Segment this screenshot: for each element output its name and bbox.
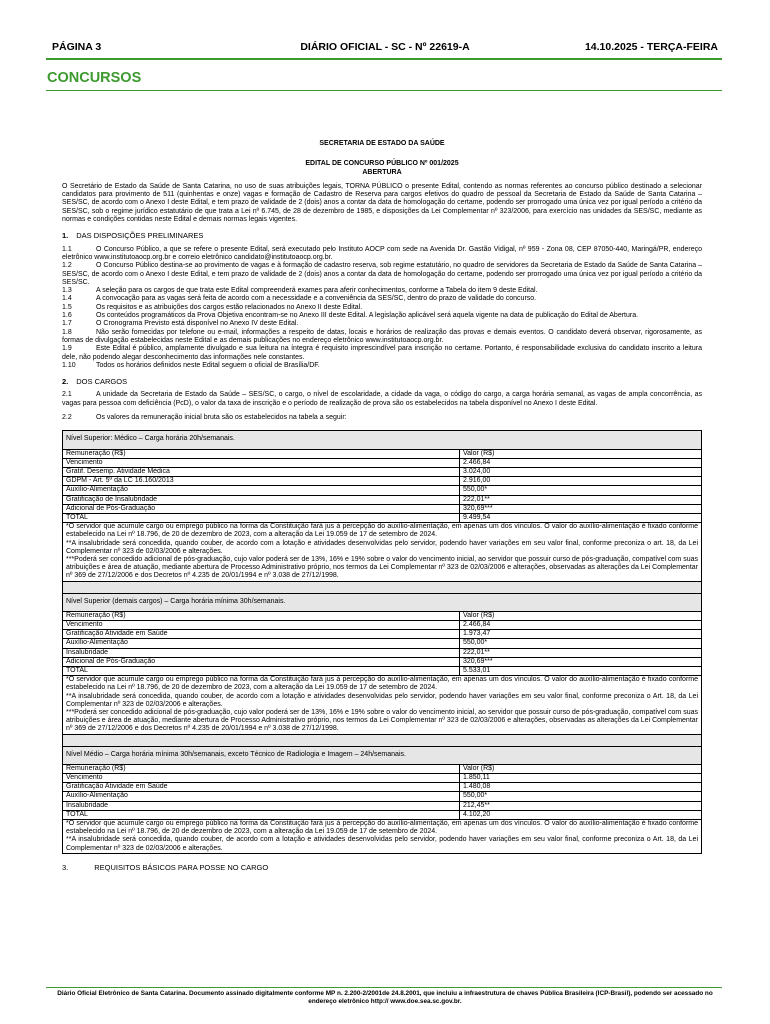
row-label: Gratificação de Insalubridade — [63, 495, 460, 504]
clause-number: 2.1 — [62, 391, 72, 399]
section-2-heading — [62, 378, 702, 386]
section-3-title: REQUISITOS BÁSICOS PARA POSSE NO CARGO — [94, 862, 269, 872]
row-label: Adicional de Pós-Graduação — [63, 504, 460, 513]
table-note: **A insalubridade será concedida, quando couber, de acordo com a lotação e atividades desenvolvidas pelo servidor, podendo haver variações em seu valor final, conforme preconiza o Art. 18, da Lei Complementar nº 323 de 02/03/2006 e alterações. — [66, 836, 698, 852]
row-value: 320,69*** — [460, 504, 702, 513]
table-row — [63, 504, 702, 513]
clause-text: O Concurso Público, a que se refere o presente Edital, será executado pelo Instituto AOCP com sede na Avenida Dr. Gastão Vidigal, nº 959 - Zona 08, CEP 87050-440, Maringá/PR, endereço eletrônico www.institutoaocp.org.br e correio eletrônico candidato@institutoaocp.org.br. — [62, 245, 702, 261]
table-note: *O servidor que acumule cargo ou emprego público na forma da Constituição fará jus à percepção do auxílio-alimentação, em apenas um dos vínculos. O valor do auxílio-alimentação é fixado conforme estabelecido na Lei nº 18.796, de 20 de dezembro de 2023, com a alteração da Lei 19.059 de 17 de setembro de 2024. — [66, 820, 698, 836]
section-title: CONCURSOS — [47, 70, 142, 86]
row-label: TOTAL — [63, 810, 460, 819]
clause-number: 2.2 — [62, 414, 72, 422]
row-value: 1.850,11 — [460, 774, 702, 783]
column-header-remuneration: Remuneração (R$) — [63, 611, 460, 620]
clause-number: 1.5 — [62, 303, 72, 311]
clause-item — [62, 345, 702, 362]
table-notes — [63, 676, 702, 734]
page-number: PÁGINA 3 — [52, 41, 102, 53]
table-note: **A insalubridade será concedida, quando couber, de acordo com a lotação e atividades desenvolvidas pelo servidor, podendo haver variações em seu valor final, conforme preconiza o art. 18, da Lei Complementar nº 323 de 02/03/2006 e alterações. — [66, 539, 698, 555]
row-value: 2.916,00 — [460, 477, 702, 486]
row-label: Vencimento — [63, 774, 460, 783]
remuneration-tables — [62, 430, 702, 854]
clause-item — [62, 295, 702, 303]
row-label: TOTAL — [63, 513, 460, 522]
clause-item — [62, 287, 702, 295]
clause-text: Os valores da remuneração inicial bruta são os estabelecidos na tabela a seguir: — [96, 414, 347, 422]
table-title-row — [63, 746, 702, 764]
clause-number: 1.3 — [62, 287, 72, 295]
row-value: 9.499,54 — [460, 513, 702, 522]
table-row — [63, 477, 702, 486]
clause-number: 1.2 — [62, 262, 72, 270]
table-row — [63, 801, 702, 810]
table-note: *O servidor que acumule cargo ou emprego público na forma da Constituição fará jus à percepção do auxílio-alimentação, em apenas um dos vínculos. O valor do auxílio-alimentação é fixado conforme estabelecido na Lei nº 18.796, de 20 de dezembro de 2023, com a alteração da Lei 19.059 de 17 de setembro de 2024. — [66, 523, 698, 539]
row-label: Gratificação Atividade em Saúde — [63, 630, 460, 639]
row-value: 4.102,20 — [460, 810, 702, 819]
edital-org: SECRETARIA DE ESTADO DA SAÚDE — [319, 140, 445, 147]
table-notes-row — [63, 676, 702, 734]
table-row — [63, 810, 702, 819]
publication-date: 14.10.2025 - TERÇA-FEIRA — [584, 41, 718, 53]
clause-item — [62, 304, 702, 312]
table-row — [63, 792, 702, 801]
clause-item — [62, 329, 702, 346]
clause-number: 1.1 — [62, 245, 72, 253]
section-2-items — [62, 391, 702, 422]
header-divider — [46, 58, 722, 60]
table-note: ***Poderá ser concedido adicional de pós-graduação, cujo valor poderá ser de 13%, 16% e 19% sobre o valor do vencimento inicial, ao servidor que possuir curso de pós-graduação, compatível com suas atribuições e área de atuação, mediante abertura de Processo Administrativo próprio, nos termos da Lei Complementar nº 323 de 02/03/2006 e alterações, observadas as alterações da Lei Complementar nº 369 de 27/12/2006 e dos Decretos nº 4.235 de 20/01/1994 e nº 3.038 de 27/12/1998. — [66, 709, 698, 733]
table-header-row — [63, 764, 702, 773]
table-row — [63, 666, 702, 675]
table-row — [63, 620, 702, 629]
row-label: Insalubridade — [63, 801, 460, 810]
table-note: ***Poderá ser concedido adicional de pós-graduação, cujo valor poderá ser de 13%, 16% e 19% sobre o valor do vencimento inicial, ao servidor que possuir curso de pós-graduação, compatível com suas atribuições e área de atuação, mediante abertura de Processo Administrativo próprio, nos termos da Lei Complementar nº 323 de 02/03/2006 e alterações, observadas as alterações da Lei Complementar nº 369 de 27/12/2006 e dos Decretos nº 4.235 de 20/01/1994 e nº 3.038 de 27/12/1998. — [66, 555, 698, 580]
document-body — [62, 140, 702, 877]
column-header-value: Valor (R$) — [460, 764, 702, 773]
column-header-remuneration: Remuneração (R$) — [63, 764, 460, 773]
table-notes-row — [63, 523, 702, 581]
table-row — [63, 783, 702, 792]
table-title: Nível Médio – Carga horária mínima 30h/semanais, exceto Técnico de Radiologia e Imagem – 24h/semanais. — [63, 746, 702, 764]
table-title-row — [63, 431, 702, 449]
table-row — [63, 639, 702, 648]
clause-number: 1.6 — [62, 312, 72, 320]
table-notes — [63, 820, 702, 854]
row-value: 222,01** — [460, 648, 702, 657]
clause-number: 1.4 — [62, 295, 72, 303]
row-label: Auxílio-Alimentação — [63, 639, 460, 648]
clause-text: Os requisitos e as atribuições dos cargos estão relacionados no Anexo II deste Edital. — [96, 303, 363, 311]
journal-title: DIÁRIO OFICIAL - SC - Nº 22619-A — [300, 41, 470, 53]
table-row — [63, 458, 702, 467]
row-value: 3.024,00 — [460, 467, 702, 476]
table-title: Nível Superior: Médico – Carga horária 20h/semanais. — [63, 431, 702, 449]
clause-item — [62, 391, 702, 408]
table-header-row — [63, 611, 702, 620]
table-row — [63, 630, 702, 639]
clause-text: A convocação para as vagas será feita de acordo com a necessidade e a conveniência da SES/SC, dentro do prazo de validade do concurso. — [96, 295, 537, 303]
row-value: 550,00* — [460, 639, 702, 648]
clause-text: Não serão fornecidas por telefone ou e-mail, informações a respeito de datas, locais e horários de realização das provas e demais eventos. O candidato deverá observar, rigorosamente, as formas de divulgação estabelecidas neste Edital e as demais publicações no endereço eletrônico www.institutoaocp.org.br. — [62, 328, 702, 344]
clause-number: 1.7 — [62, 320, 72, 328]
footer-divider — [46, 987, 722, 988]
table-row — [63, 774, 702, 783]
row-value: 320,69*** — [460, 657, 702, 666]
table-row — [63, 495, 702, 504]
clause-item — [62, 362, 702, 370]
clause-text: O Concurso Público destina-se ao provimento de vagas e à formação de cadastro reserva, sob regime estatutário, no quadro de servidores da Secretaria de Estado da Saúde de Santa Catarina – SES/SC, de acordo com o Anexo I deste Edital, e tem prazo de validade de 2 (dois) anos a contar da data de homologação do certame, podendo ser prorrogado uma única vez por igual período a critério da SES/SC. — [62, 262, 702, 286]
edital-subtitle: ABERTURA — [362, 168, 402, 176]
table-row — [63, 513, 702, 522]
table-note: *O servidor que acumule cargo ou emprego público na forma da Constituição fará jus à percepção do auxílio-alimentação, em apenas um dos vínculos. O valor do auxílio-alimentação é fixado conforme estabelecido na Lei nº 18.796, de 20 de dezembro de 2023, com a alteração da Lei 19.059 de 17 de setembro de 2024. — [66, 676, 698, 692]
section-3-heading — [62, 864, 702, 872]
row-label: TOTAL — [63, 666, 460, 675]
row-label: Gratificação Atividade em Saúde — [63, 783, 460, 792]
row-label: Auxílio-Alimentação — [63, 486, 460, 495]
row-label: Vencimento — [63, 620, 460, 629]
table-spacer — [63, 581, 702, 593]
clause-text: Este Edital é público, amplamente divulgado e sua leitura na íntegra é requisito imprescindível para inscrição no certame. Portanto, é responsabilidade exclusiva do candidato inscrito a leitura dele, não podendo alegar desconhecimento das informações nele constantes. — [62, 345, 702, 361]
clause-number: 1.9 — [62, 345, 72, 353]
row-value: 550,00* — [460, 486, 702, 495]
edital-title: EDITAL DE CONCURSO PÚBLICO Nº 001/2025 — [305, 160, 459, 168]
column-header-value: Valor (R$) — [460, 611, 702, 620]
table-row — [63, 467, 702, 476]
section-3-number: 3. — [62, 862, 69, 872]
row-value: 5.533,01 — [460, 666, 702, 675]
row-value: 1.973,47 — [460, 630, 702, 639]
row-value: 212,45** — [460, 801, 702, 810]
clause-number: 1.10 — [62, 361, 76, 369]
clause-item — [62, 312, 702, 320]
table-title: Nível Superior (demais cargos) – Carga horária mínima 30h/semanais. — [63, 593, 702, 611]
clause-item — [62, 320, 702, 328]
row-label: Vencimento — [63, 458, 460, 467]
row-value: 2.466,84 — [460, 620, 702, 629]
clause-text: Os conteúdos programáticos da Prova Objetiva encontram-se no Anexo III deste Edital. A legislação aplicável será aquela vigente na data de publicação do Edital de Abertura. — [96, 312, 639, 320]
clause-text: O Cronograma Previsto está disponível no Anexo IV deste Edital. — [96, 320, 299, 328]
column-header-remuneration: Remuneração (R$) — [63, 449, 460, 458]
table-notes-row — [63, 820, 702, 854]
clause-number: 1.8 — [62, 328, 72, 336]
clause-text: A seleção para os cargos de que trata este Edital compreenderá exames para aferir conhecimentos, conforme a Tabela do item 9 deste Edital. — [96, 287, 538, 295]
section-1-title: DAS DISPOSIÇÕES PRELIMINARES — [76, 231, 204, 241]
remuneration-table-wrap — [62, 430, 702, 854]
remuneration-table — [62, 430, 702, 854]
section-2-number: 2. — [62, 377, 69, 387]
row-label: Gratif. Desemp. Atividade Médica — [63, 467, 460, 476]
section-1-items — [62, 246, 702, 370]
clause-item — [62, 246, 702, 263]
row-value: 1.480,08 — [460, 783, 702, 792]
row-value: 222,01** — [460, 495, 702, 504]
column-header-value: Valor (R$) — [460, 449, 702, 458]
clause-text: Todos os horários definidos neste Edital seguem o oficial de Brasília/DF. — [96, 361, 320, 369]
row-label: Adicional de Pós-Graduação — [63, 657, 460, 666]
table-note: **A insalubridade será concedida, quando couber, de acordo com a lotação e atividades desenvolvidas pelo servidor, podendo haver variações em seu valor final, conforme preconiza o Art. 18, da Lei Complementar nº 323 de 02/03/2006 e alterações. — [66, 692, 698, 708]
footer-text: Diário Oficial Eletrônico de Santa Catarina. Documento assinado digitalmente conforme MP n. 2.200-2/2001de 24.8.2001, que incluiu a infraestrutura de chaves Pública Brasileira (ICP-Brasil), podendo ser acessado no endereço eletrônico http:// www.doe.sea.sc.gov.br. — [57, 990, 713, 1005]
table-title-row — [63, 593, 702, 611]
row-label: GDPM - Art. 5º da LC 16.160/2013 — [63, 477, 460, 486]
section-2-title: DOS CARGOS — [76, 377, 128, 387]
row-value: 550,00* — [460, 792, 702, 801]
table-row — [63, 657, 702, 666]
table-row — [63, 648, 702, 657]
edital-intro: O Secretário de Estado da Saúde de Santa Catarina, no uso de suas atribuições legais, TORNA PÚBLICO o presente Edital, contendo as normas referentes ao concurso público destinado a selecionar candidatos para provimento de 511 (quinhentas e onze) vagas e formação de Cadastro de Reserva para cargos efetivos do quadro de pessoal da Secretaria de Estado da Saúde de Santa Catarina – SES/SC, de acordo com o Anexo I deste Edital, e tem prazo de validade de 2 (dois) anos a contar da data de homologação do certame, podendo ser prorrogado uma única vez por igual período a critério da SES/SC, sob o regime jurídico estatutário de que trata a Lei nº 6.745, de 28 de dezembro de 1985, e disposições da Lei Complementar nº 323/2006, para exercício nas unidades da SES/SC, mediante as normas e condições contidas neste Edital e demais normas legais vigentes. — [62, 182, 702, 224]
table-spacer — [63, 734, 702, 746]
clause-text: A unidade da Secretaria de Estado da Saúde – SES/SC, o cargo, o nível de escolaridade, a cidade da vaga, o código do cargo, a carga horária semanal, as vagas de ampla concorrência, as vagas para pessoa com deficiência (PcD), o valor da taxa de inscrição e o período de realização de prova são os estabelecidos na tabela disponível no Anexo I deste Edital. — [62, 391, 702, 407]
section-1-heading — [62, 232, 702, 240]
clause-item — [62, 262, 702, 287]
row-value: 2.466,84 — [460, 458, 702, 467]
section-1-number: 1. — [62, 231, 69, 241]
clause-item — [62, 414, 702, 422]
page-header — [0, 0, 770, 64]
row-label: Insalubridade — [63, 648, 460, 657]
row-label: Auxílio-Alimentação — [63, 792, 460, 801]
table-row — [63, 486, 702, 495]
section-divider — [46, 90, 722, 91]
table-notes — [63, 523, 702, 581]
table-header-row — [63, 449, 702, 458]
